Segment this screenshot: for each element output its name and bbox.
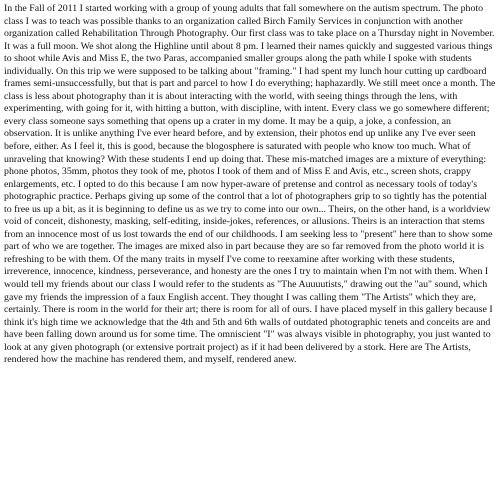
body-paragraph: In the Fall of 2011 I started working with a group of young adults that fall somewhere on the autism spectrum. The photo class I was to teach was possible thanks to an organization called Birch Family Services in conjunction with another organization called Rehabilitation Through Photography. Our first class was to take place on a Thursday night in November. It was a full moon. We shot along the Highline until about 8 pm. I learned their names quickly and suggested various things to shoot while Avis and Miss E, the two Paras, accompanied smaller groups along the path while I spoke with students individually. On this trip we were supposed to be talking about "framing." I had spent my lunch hour cutting up cardboard frames semi-unsuccessfully, but that is part and parcel to how I do everything; haphazardly. We still meet once a month. The class is less about photography than it is about interacting with the world, with seeing things through the lens, with experimenting, with going for it, with hitting a button, with discipline, with intent. Every class we go somewhere different; every class someone says something that opens up a crater in my dome. It may be a quip, a joke, a confession, an observation. It is unlike anything I've ever heard before, and by extension, their photos end up unlike any I've ever seen before, either. As I feel it, this is good, because the blogosphere is saturated with people who know too much. What of unraveling that knowing? With these students I end up doing that. These mis-matched images are a mixture of everything: phone photos, 35mm, photos they took of me, photos I took of them and of Miss E and Avis, etc., screen shots, crappy enlargements, etc. I opted to do this because I am now hyper-aware of pretense and control as necessary tools of today's photographic practice. Perhaps giving up some of the control that a lot of photographers grip to so tightly has the potential to free us up a bit, as it is beginning to define us as we try to come into our own... Theirs, on the other hand, is a worldview void of conceit, dishonesty, masking, self-editing, inside-jokes, references, or allusions. Theirs is an interaction that stems from an innocence most of us lost towards the end of our childhoods. I am seeking less to "present" here than to show some part of who we are together. The images are mixed also in part because they are so far removed from the photo world it is refreshing to be with them. Of the many traits in myself I've come to reexamine after working with these students, irreverence, innocence, kindness, perseverance, and honesty are the ones I try to maintain when I'm not with them. When I would tell my friends about our class I would refer to the students as "The Auuuutists," drawing out the "au" sound, which gave my friends the impression of a faux English accent. They thought I was calling them "The Artists" which they are, certainly. There is room in the world for their art; there is room for all of ours. I have placed myself in this gallery because I think it's high time we acknowledge that the 4th and 5th and 6th walls of outdated photographic tenets and conceits are and have been falling down around us for some time. The omniscient "I" was always visible in photography, you just wanted to look at any given photograph (or extensive portrait project) as if it had been delivered by a stork. Here are The Artists, rendered how the machine has rendered them, and myself, rendered anew. bbox=[4, 3, 496, 366]
